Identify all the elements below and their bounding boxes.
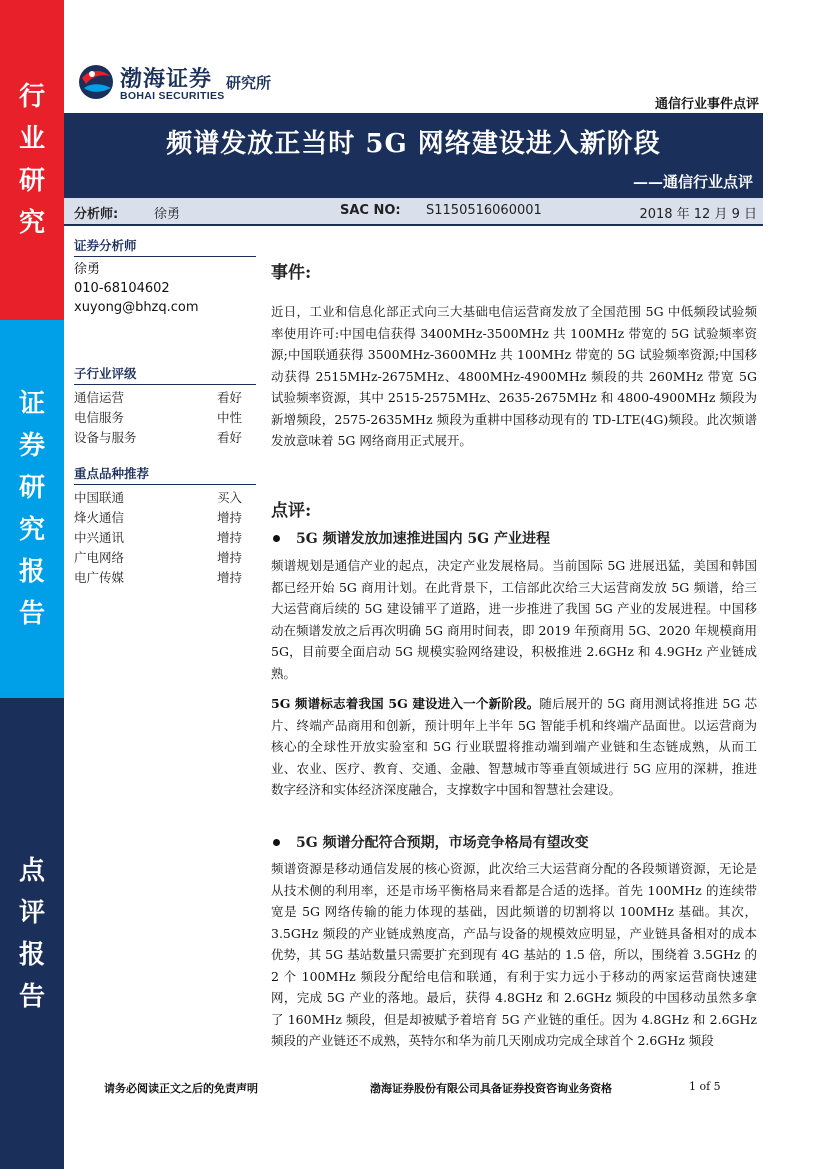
sub-industry-rating: 看好 (216, 390, 242, 405)
sub-industry-name: 通信运营 (74, 390, 125, 405)
meta-bar (64, 198, 763, 226)
analyst-box-name: 徐勇 (74, 262, 101, 277)
pick-rating: 增持 (216, 530, 242, 545)
analyst-box (74, 236, 256, 317)
bullet-1 (271, 528, 757, 548)
bullet-2 (271, 832, 757, 852)
section-1 (271, 555, 757, 684)
pick-rating: 增持 (216, 510, 242, 525)
section-3 (271, 858, 757, 1052)
table-row (74, 528, 256, 548)
bullet-heading: 5G 频谱分配符合预期，市场竞争格局有望改变 (296, 835, 589, 851)
review-heading (271, 496, 757, 521)
analyst-box-title: 证券分析师 (74, 236, 256, 257)
pick-name: 广电网络 (74, 550, 125, 565)
sidebar-char: 究 (18, 515, 45, 545)
section-2 (271, 693, 757, 801)
footer-qualification: 渤海证券股份有限公司具备证券投资咨询业务资格 (370, 1082, 612, 1095)
sac-label: SAC NO: (340, 203, 401, 218)
pick-name: 电广传媒 (74, 570, 125, 585)
sidebar-char: 研 (18, 166, 45, 196)
table-row (74, 508, 256, 528)
body-paragraph: 频谱规划是通信产业的起点，决定产业发展格局。当前国际 5G 进展迅猛，美国和韩国都已经开始 5G 商用计划。在此背景下，工信部此次给三大运营商发放 5G 频谱，给三大运营商后续的 5G 建设铺平了道路，进一步推进了我国 5G 产业的发展进程。中国移动在频谱发放之后再次明确 5G 商用时间表，即 2019 年预商用 5G、2020 年规模商用 5G，目前要全面启动 5G 规模实验网络建设，积极推进 2.6GHz 和 4.9GHz 产业链成熟。 (271, 558, 757, 681)
event-heading-text: 事件: (271, 263, 312, 283)
sidebar-char: 报 (18, 557, 45, 587)
page-number: 1 of 5 (689, 1080, 721, 1093)
sidebar-char: 报 (18, 939, 45, 970)
sidebar-char: 评 (18, 897, 45, 928)
paragraph-body: 随后展开的 5G 商用测试将推进 5G 芯片、终端产品商用和创新，预计明年上半年 5G 智能手机和终端产品面世。以运营商为核心的全球性开放实验室和 5G 行业联盟将推动端到端产业链和生态链成熟，从而工业、农业、医疗、教育、交通、金融、智慧城市等垂直领域进行 5G 应用的深耕，推进数字经济和实体经济深度融合，支撑数字中国和智慧社会建设。 (271, 696, 757, 797)
pick-rating: 增持 (216, 570, 242, 585)
paragraph-lead: 5G 频谱标志着我国 5G 建设进入一个新阶段。 (271, 696, 540, 711)
logo-name-en: BOHAI SECURITIES (120, 90, 225, 102)
pick-rating: 增持 (216, 550, 242, 565)
analyst-label: 分析师: (74, 207, 119, 222)
sidebar-char: 点 (18, 855, 45, 886)
sub-industry-name: 电信服务 (74, 410, 125, 425)
logo-name-cn: 渤海证券 (120, 66, 213, 92)
sidebar-block-industry-research (0, 0, 64, 320)
sidebar-block-securities-report (0, 320, 64, 698)
analyst-name: 徐勇 (154, 207, 181, 222)
footer-disclaimer[interactable]: 请务必阅读正文之后的免责声明 (104, 1082, 258, 1095)
page-footer (0, 1076, 827, 1096)
table-row (74, 568, 256, 588)
pick-name: 中国联通 (74, 490, 125, 505)
bullet-heading: 5G 频谱发放加速推进国内 5G 产业进程 (296, 531, 551, 547)
table-row (74, 408, 256, 428)
sidebar-char: 究 (18, 208, 45, 238)
table-row (74, 488, 256, 508)
report-type: 通信行业事件点评 (654, 97, 759, 112)
table-row (74, 428, 256, 448)
page-title: 频谱发放正当时 5G 网络建设进入新阶段 (166, 129, 661, 159)
analyst-email[interactable]: xuyong@bhzq.com (74, 300, 199, 315)
pick-rating: 买入 (216, 490, 242, 505)
event-heading (271, 258, 757, 283)
sub-industry-rating (74, 364, 256, 448)
sidebar-char: 证 (18, 389, 45, 419)
sidebar-char: 业 (18, 124, 45, 154)
sub-industry-name: 设备与服务 (74, 430, 137, 445)
body-paragraph: 频谱资源是移动通信发展的核心资源，此次给三大运营商分配的各段频谱资源，无论是从技术侧的利用率，还是市场平衡格局来看都是合适的选择。首先 100MHz 的连续带宽是 5G 网络传输的能力体现的基础，因此频谱的切割将以 100MHz 基础。其次，3.5GHz 频段的产业链成熟度高，产品与设备的规模效应明显，产业链具备相对的成本优势，其 5G 基站数量只需要扩充到现有 4G 基站的 1.5 倍，所以，围绕着 3.5GHz 的 2 个 100MHz 频段分配给电信和联通，有利于实力远小于移动的两家运营商快速建网，完成 5G 产业的落地。最后，获得 4.8GHz 和 2.6GHz 频段的中国移动虽然多拿了 160MHz 频段，但是却被赋予着培育 5G 产业链的重任。因为 4.8GHz 和 2.6GHz 频段的产业链还不成熟，英特尔和华为前几天刚成功完成全球首个 2.6GHz 频段 (271, 861, 757, 1048)
sub-industry-title: 子行业评级 (74, 364, 256, 385)
bullet-dot-icon (273, 535, 280, 542)
pick-name: 中兴通讯 (74, 530, 125, 545)
sidebar-char: 研 (18, 473, 45, 503)
table-row (74, 388, 256, 408)
report-date: 2018 年 12 月 9 日 (639, 207, 757, 222)
sub-industry-rating: 看好 (216, 430, 242, 445)
event-section (271, 301, 757, 452)
title-banner (64, 115, 763, 198)
analyst-phone: 010-68104602 (74, 281, 170, 296)
sidebar-char: 券 (18, 431, 45, 461)
sidebar-char: 行 (18, 82, 45, 112)
event-paragraph: 近日，工业和信息化部正式向三大基础电信运营商发放了全国范围 5G 中低频段试验频率使用许可:中国电信获得 3400MHz-3500MHz 共 100MHz 带宽的 5G 试验频率资源;中国联通获得 3500MHz-3600MHz 共 100MHz 带宽的 5G 试验频率资源;中国移动获得 2515MHz-2675MHz、4800MHz-4900MHz 频段的共 260MHz 带宽 5G 试验频率资源，其中 2515-2575MHz、2635-2675MHz 和 4800-4900MHz 频段为新增频段，2575-2635MHz 频段为重耕中国移动现有的 TD-LTE(4G)频段。此次频谱发放意味着 5G 网络商用正式展开。 (271, 304, 757, 448)
body-paragraph-with-lead (271, 693, 757, 801)
sidebar-block-review-report (0, 698, 64, 1169)
sac-number: S1150516060001 (426, 203, 542, 218)
key-picks-title: 重点品种推荐 (74, 464, 256, 485)
company-logo (78, 60, 288, 106)
sidebar-char: 告 (18, 981, 45, 1012)
bullet-dot-icon (273, 839, 280, 846)
logo-institute: 研究所 (226, 74, 272, 92)
page-subtitle: ——通信行业点评 (632, 173, 753, 191)
key-picks (74, 464, 256, 588)
table-row (74, 548, 256, 568)
review-heading-text: 点评: (271, 501, 312, 521)
bohai-swirl-icon (78, 62, 114, 102)
sidebar-char: 告 (18, 599, 45, 629)
sub-industry-rating: 中性 (216, 410, 242, 425)
pick-name: 烽火通信 (74, 510, 125, 525)
